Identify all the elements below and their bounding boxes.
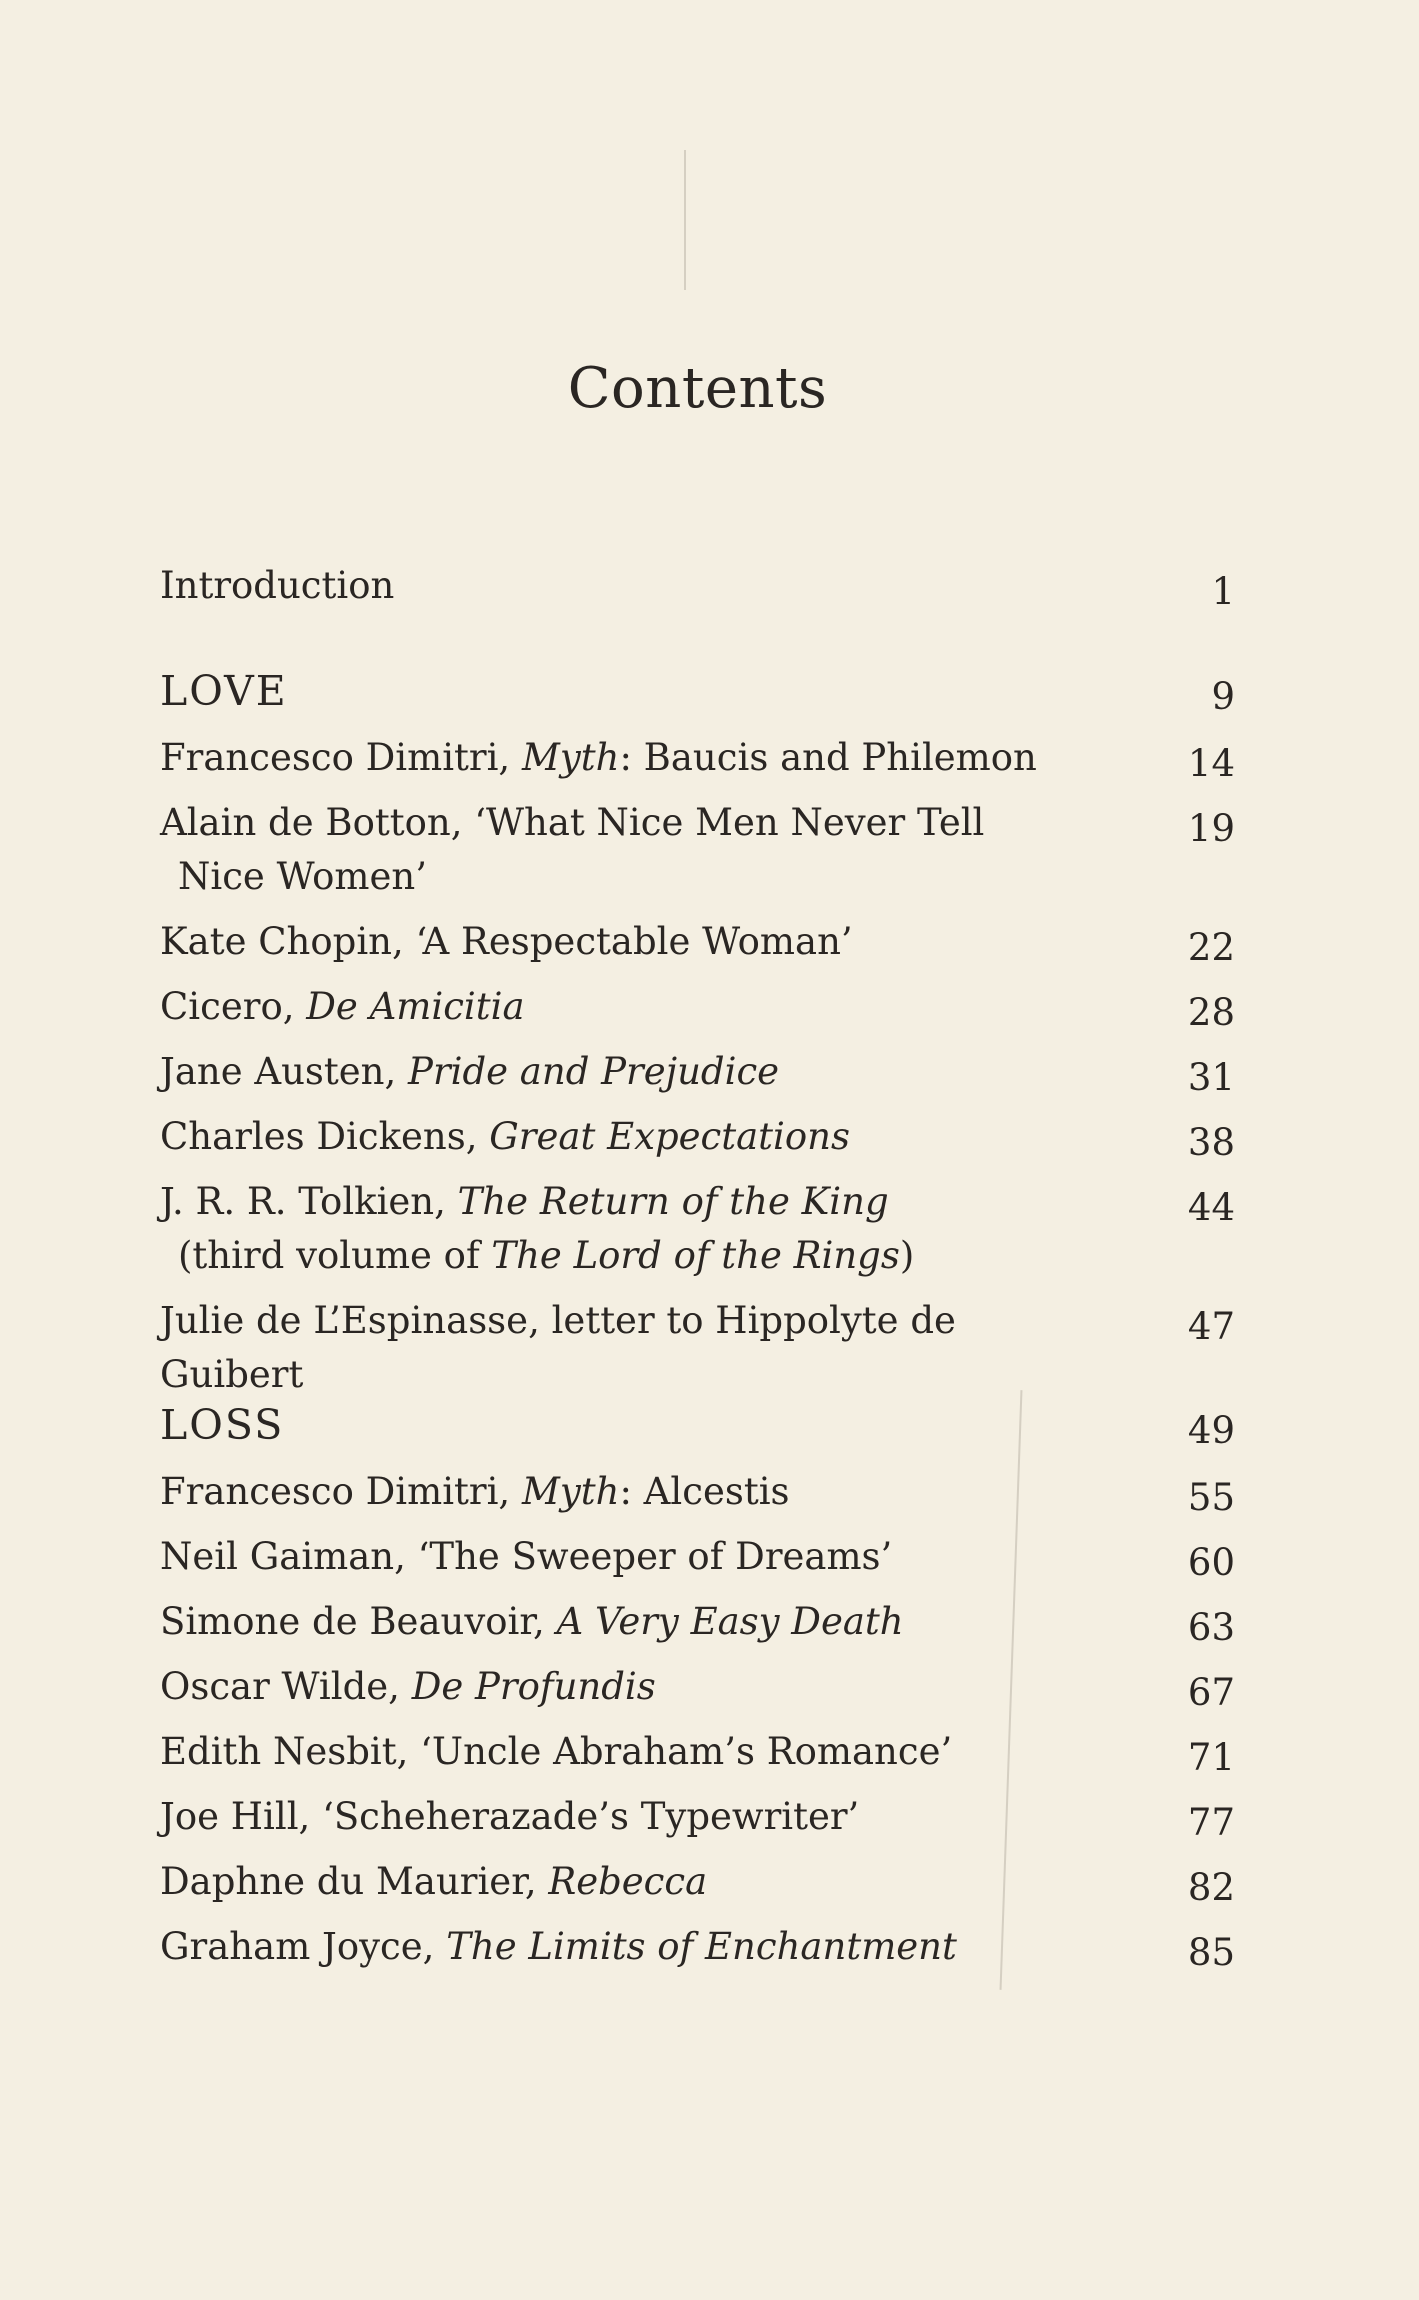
toc-entry	[160, 796, 1235, 904]
toc-page-number: 60	[1187, 1541, 1235, 1584]
section-heading-loss	[160, 1398, 1235, 1454]
section-heading-love	[160, 664, 1235, 720]
toc-title: letter to Hippolyte de Guibert	[160, 1299, 956, 1396]
toc-title: Myth	[521, 1470, 620, 1513]
toc-page-number: 38	[1187, 1121, 1235, 1164]
toc-author: Francesco Dimitri,	[160, 736, 522, 779]
toc-entry-label: Introduction	[160, 564, 395, 607]
toc-entry	[160, 915, 1235, 969]
toc-page-number: 77	[1187, 1801, 1235, 1844]
toc-page-number: 47	[1187, 1305, 1235, 1348]
toc-author: Joe Hill,	[160, 1795, 323, 1838]
toc-author: Cicero,	[160, 985, 307, 1028]
toc-title: Rebecca	[548, 1860, 708, 1903]
toc-entry	[160, 1790, 1235, 1844]
page-crease	[684, 150, 686, 290]
toc-entry	[160, 1595, 1235, 1649]
toc-author: Julie de L’Espinasse,	[160, 1299, 552, 1342]
toc-entry	[160, 1725, 1235, 1779]
toc-entry	[160, 731, 1235, 785]
toc-page-number: 44	[1187, 1186, 1235, 1229]
toc-title: Pride and Prejudice	[408, 1050, 780, 1093]
toc-entry	[160, 1530, 1235, 1584]
toc-title: De Amicitia	[306, 985, 525, 1028]
toc-entry	[160, 1045, 1235, 1099]
toc-page-number: 71	[1187, 1736, 1235, 1779]
toc-page-number: 85	[1187, 1931, 1235, 1974]
toc-title: Great Expectations	[489, 1115, 850, 1158]
toc-title: Myth	[521, 736, 620, 779]
toc-author: Graham Joyce,	[160, 1925, 447, 1968]
toc-title: ‘A Respectable Woman’	[415, 920, 853, 963]
toc-author: Edith Nesbit,	[160, 1730, 421, 1773]
toc-title: A Very Easy Death	[556, 1600, 904, 1643]
toc-entry	[160, 1110, 1235, 1164]
toc-title-continued: Nice Women’	[178, 855, 427, 898]
toc-title: De Profundis	[411, 1665, 656, 1708]
toc-page-number: 67	[1187, 1671, 1235, 1714]
toc-title: ‘What Nice Men Never Tell	[474, 801, 985, 844]
toc-title: ‘Uncle Abraham’s Romance’	[420, 1730, 953, 1773]
toc-page-number: 55	[1187, 1476, 1235, 1519]
toc-title: The Return of the King	[457, 1180, 889, 1223]
toc-page-number: 82	[1187, 1866, 1235, 1909]
toc-page-number: 22	[1187, 926, 1235, 969]
toc-title: ‘Scheherazade’s Typewriter’	[322, 1795, 860, 1838]
toc-author: Alain de Botton,	[160, 801, 475, 844]
toc-title: The Limits of Enchantment	[446, 1925, 957, 1968]
toc-entry	[160, 1920, 1235, 1974]
toc-author: Oscar Wilde,	[160, 1665, 412, 1708]
toc-title-continued: (third volume of The Lord of the Rings)	[178, 1234, 915, 1277]
toc-page-number: 14	[1187, 742, 1235, 785]
toc-entry	[160, 1465, 1235, 1519]
toc-author: J. R. R. Tolkien,	[160, 1180, 458, 1223]
page-title: Contents	[567, 356, 828, 421]
toc-entry	[160, 1855, 1235, 1909]
toc-subtitle: : Baucis and Philemon	[619, 736, 1037, 779]
toc-author: Kate Chopin,	[160, 920, 416, 963]
toc-author: Jane Austen,	[160, 1050, 409, 1093]
toc-author: Daphne du Maurier,	[160, 1860, 549, 1903]
section-title: LOVE	[160, 667, 288, 715]
toc-entry	[160, 1660, 1235, 1714]
toc-entry	[160, 980, 1235, 1034]
toc-entry	[160, 1294, 1235, 1402]
toc-page-number: 63	[1187, 1606, 1235, 1649]
toc-page-number: 9	[1211, 675, 1235, 718]
toc-page-number: 1	[1211, 570, 1235, 613]
toc-author: Charles Dickens,	[160, 1115, 490, 1158]
toc-page-number: 31	[1187, 1056, 1235, 1099]
toc-entry-introduction	[160, 559, 1235, 613]
section-title: LOSS	[160, 1401, 285, 1449]
toc-subtitle: : Alcestis	[619, 1470, 790, 1513]
toc-page-number: 19	[1187, 807, 1235, 850]
toc-page-number: 28	[1187, 991, 1235, 1034]
toc-author: Francesco Dimitri,	[160, 1470, 522, 1513]
toc-entry	[160, 1175, 1235, 1283]
toc-author: Neil Gaiman,	[160, 1535, 418, 1578]
toc-author: Simone de Beauvoir,	[160, 1600, 557, 1643]
toc-title: ‘The Sweeper of Dreams’	[417, 1535, 893, 1578]
toc-page-number: 49	[1187, 1409, 1235, 1452]
